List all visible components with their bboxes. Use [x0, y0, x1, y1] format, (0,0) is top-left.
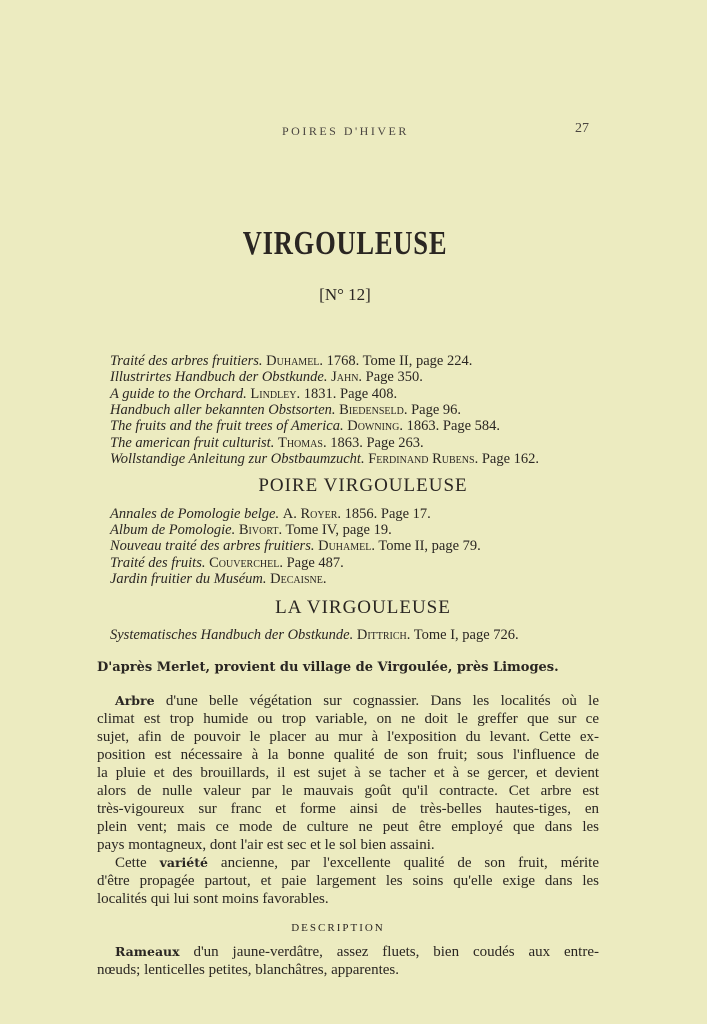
- reference-entry: [110, 555, 344, 571]
- body-line: alors de nulle valeur par le mauvais goût qu'il contracte. Cet arbre est: [97, 783, 599, 799]
- reference-entry: [110, 571, 327, 587]
- reference-entry: [110, 386, 397, 402]
- reference-detail: 1831. Page 408.: [303, 385, 398, 402]
- description-line: nœuds; lenticelles petites, blanchâtres, apparentes.: [97, 962, 399, 978]
- reference-detail: 1856. Page 17.: [344, 506, 431, 522]
- reference-entry: [110, 627, 519, 643]
- body-line: position est nécessaire à la bonne qualité de son fruit; sous l'influence de: [97, 747, 599, 763]
- body-line: plein vent; mais ce mode de culture ne peut être employé que dans les: [97, 819, 599, 835]
- reference-entry: [110, 353, 472, 369]
- rameaux-label: Rameaux: [115, 944, 180, 959]
- reference-author: Decaisne.: [270, 570, 327, 587]
- description-line: Rameaux d'un jaune-verdâtre, assez fluets, bien coudés aux entre-: [115, 944, 599, 960]
- reference-title: Album de Pomologie.: [110, 522, 236, 539]
- reference-detail: Tome II, page 79.: [378, 538, 481, 555]
- page-title: VIRGOULEUSE: [242, 225, 448, 262]
- reference-title: A guide to the Orchard.: [110, 385, 247, 402]
- body-line: Arbre d'une belle végétation sur cognassier. Dans les localités où le: [115, 693, 599, 709]
- reference-title: The fruits and the fruit trees of America.: [110, 418, 344, 435]
- variete-label: variété: [159, 855, 208, 870]
- reference-detail: Tome I, page 726.: [413, 627, 519, 643]
- reference-author: Jahn.: [331, 369, 363, 386]
- body-line: Cette variété ancienne, par l'excellente qualité de son fruit, mérite: [115, 855, 599, 871]
- page-number: 27: [575, 121, 589, 136]
- body-line: la pluie et des brouillards, il est sujet à se tacher et à se gercer, et devient: [97, 765, 599, 781]
- reference-author: Downing.: [347, 418, 403, 435]
- reference-detail: Tome IV, page 19.: [285, 522, 392, 539]
- running-title: POIRES D'HIVER: [282, 124, 409, 138]
- reference-title: Handbuch aller bekannten Obstsorten.: [110, 401, 336, 418]
- arbre-label: Arbre: [115, 693, 155, 708]
- reference-author: Bivort.: [238, 522, 283, 539]
- reference-entry: [110, 522, 392, 538]
- reference-author: Duhamel.: [318, 538, 375, 555]
- reference-title: Traité des fruits.: [110, 554, 206, 571]
- variety-number: [N° 12]: [319, 285, 371, 304]
- reference-author: Couverchel.: [209, 554, 283, 571]
- reference-entry: [110, 451, 539, 467]
- reference-author: Dittrich.: [356, 627, 411, 643]
- body-line: climat est trop humide ou trop variable, on ne doit le greffer que sur ce: [97, 711, 599, 727]
- body-line: d'être propagée partout, et paie largement les soins qu'elle exige dans les: [97, 873, 599, 889]
- reference-title: Traité des arbres fruitiers.: [110, 353, 263, 369]
- section-heading-poire-virgouleuse: POIRE VIRGOULEUSE: [258, 475, 468, 496]
- section-heading-la-virgouleuse: LA VIRGOULEUSE: [275, 597, 451, 618]
- reference-detail: Page 487.: [286, 554, 344, 571]
- reference-entry: [110, 538, 481, 554]
- reference-detail: Page 350.: [365, 369, 423, 386]
- reference-title: Jardin fruitier du Muséum.: [110, 570, 267, 587]
- reference-title: Annales de Pomologie belge.: [110, 506, 280, 522]
- reference-author: Biedenseld.: [339, 401, 408, 418]
- reference-entry: [110, 418, 500, 434]
- reference-author: Ferdinand Rubens.: [368, 450, 479, 467]
- origin-note: D'après Merlet, provient du village de Virgoulée, près Limoges.: [97, 660, 559, 675]
- reference-title: Illustrirtes Handbuch der Obstkunde.: [110, 369, 328, 386]
- reference-detail: 1863. Page 263.: [330, 434, 424, 451]
- description-heading: DESCRIPTION: [291, 922, 385, 934]
- reference-author: Duhamel.: [266, 353, 324, 369]
- reference-detail: 1863. Page 584.: [406, 418, 501, 435]
- body-line: localités qui lui sont moins favorables.: [97, 891, 329, 907]
- reference-title: Nouveau traité des arbres fruitiers.: [110, 538, 315, 555]
- body-line: très-vigoureux sur franc et forme ainsi de très-belles hautes-tiges, en: [97, 801, 599, 817]
- reference-detail: Page 96.: [411, 401, 462, 418]
- reference-entry: [110, 435, 424, 451]
- reference-entry: [110, 369, 423, 385]
- reference-title: Wollstandige Anleitung zur Obstbaumzucht.: [110, 450, 365, 467]
- body-line: sujet, afin de pouvoir le placer au mur à l'exposition du levant. Cette ex-: [97, 729, 599, 745]
- reference-detail: Page 162.: [481, 450, 540, 467]
- reference-author: Lindley.: [250, 385, 301, 402]
- reference-entry: [110, 402, 461, 418]
- reference-author: Thomas.: [277, 434, 327, 451]
- reference-title: The american fruit culturist.: [110, 434, 275, 451]
- reference-detail: 1768. Tome II, page 224.: [326, 353, 473, 369]
- reference-title: Systematisches Handbuch der Obstkunde.: [110, 627, 354, 643]
- reference-author: A. Royer.: [282, 506, 341, 522]
- reference-entry: [110, 506, 431, 522]
- body-line: pays montagneux, dont l'air est sec et le sol bien assaini.: [97, 837, 435, 853]
